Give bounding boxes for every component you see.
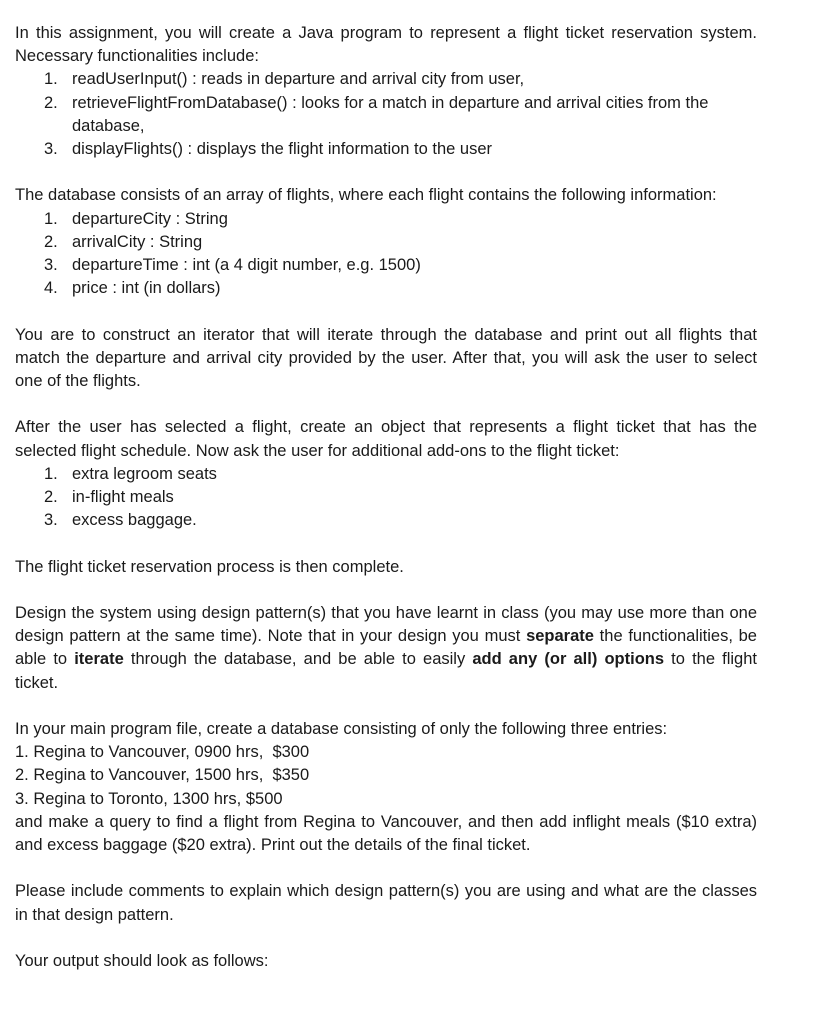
design-text: Design the system using design pattern(s) that you have learnt in class (you may use more than one design pattern at the same time). Note that in your design you must xyxy=(15,604,757,646)
functionality-list xyxy=(15,68,818,161)
design-bold-options: add any (or all) options xyxy=(472,650,665,669)
design-bold-separate: separate xyxy=(526,627,594,646)
design-paragraph xyxy=(15,602,757,695)
list-number: 4. xyxy=(44,279,58,298)
list-item xyxy=(15,68,757,91)
main-program-intro: In your main program file, create a database consisting of only the following three entries: xyxy=(15,720,668,738)
addons-list xyxy=(15,463,818,533)
list-number: 2. xyxy=(44,232,58,251)
list-text: arrivalCity : String xyxy=(72,232,203,251)
output-paragraph: Your output should look as follows: xyxy=(15,952,269,970)
list-number: 3. xyxy=(44,140,58,159)
list-number: 3. xyxy=(44,256,58,275)
iterator-paragraph: You are to construct an iterator that will iterate through the database and print out all flights that match the departure and arrival city provided by the user. After that, you will ask the user to select one of the flights. xyxy=(15,325,757,391)
list-number: 3. xyxy=(44,511,58,530)
design-text: through the database, and be able to easily xyxy=(123,650,473,669)
design-text: to the flight ticket. xyxy=(15,650,757,692)
list-number: 1. xyxy=(44,209,58,228)
list-text: displayFlights() : displays the flight information to the user xyxy=(72,140,493,159)
list-item xyxy=(15,138,757,161)
list-item xyxy=(15,463,757,486)
list-text: retrieveFlightFromDatabase() : looks for a match in departure and arrival cities from the database, xyxy=(72,93,709,135)
main-program-outro: and make a query to find a flight from Regina to Vancouver, and then add inflight meals ($10 extra) and excess baggage ($20 extra). Print out the details of the final ticket. xyxy=(15,812,757,855)
db-entry-3: 3. Regina to Toronto, 1300 hrs, $500 xyxy=(15,789,283,808)
list-text: excess baggage. xyxy=(72,511,197,530)
list-item xyxy=(15,92,757,138)
database-field-list xyxy=(15,208,818,301)
database-paragraph: The database consists of an array of flights, where each flight contains the following information: xyxy=(15,186,717,205)
db-entry-1: 1. Regina to Vancouver, 0900 hrs, $300 xyxy=(15,743,310,762)
list-number: 1. xyxy=(44,70,58,89)
list-text: extra legroom seats xyxy=(72,464,217,483)
list-item xyxy=(15,486,757,509)
list-item xyxy=(15,509,757,532)
list-number: 1. xyxy=(44,464,58,483)
list-item xyxy=(15,208,757,231)
list-item xyxy=(15,231,757,254)
addons-paragraph: After the user has selected a flight, create an object that represents a flight ticket that has the selected flight schedule. Now ask the user for additional add-ons to the flight ticket: xyxy=(15,418,757,460)
design-bold-iterate: iterate xyxy=(74,650,124,669)
design-text: the functionalities, be able to xyxy=(15,627,757,669)
list-text: readUserInput() : reads in departure and arrival city from user, xyxy=(72,70,525,89)
complete-paragraph: The flight ticket reservation process is then complete. xyxy=(15,557,404,576)
list-item xyxy=(15,277,757,300)
list-number: 2. xyxy=(44,488,58,507)
list-text: in-flight meals xyxy=(72,488,174,507)
list-item xyxy=(15,254,757,277)
list-number: 2. xyxy=(44,93,58,112)
list-text: departureCity : String xyxy=(72,209,228,228)
list-text: price : int (in dollars) xyxy=(72,279,221,298)
list-text: departureTime : int (a 4 digit number, e.g. 1500) xyxy=(72,256,421,275)
intro-paragraph: In this assignment, you will create a Java program to represent a flight ticket reservation system. Necessary functionalities include: xyxy=(15,24,757,66)
db-entry-2: 2. Regina to Vancouver, 1500 hrs, $350 xyxy=(15,766,310,785)
comments-paragraph: Please include comments to explain which design pattern(s) you are using and what are the classes in that design pattern. xyxy=(15,882,757,924)
